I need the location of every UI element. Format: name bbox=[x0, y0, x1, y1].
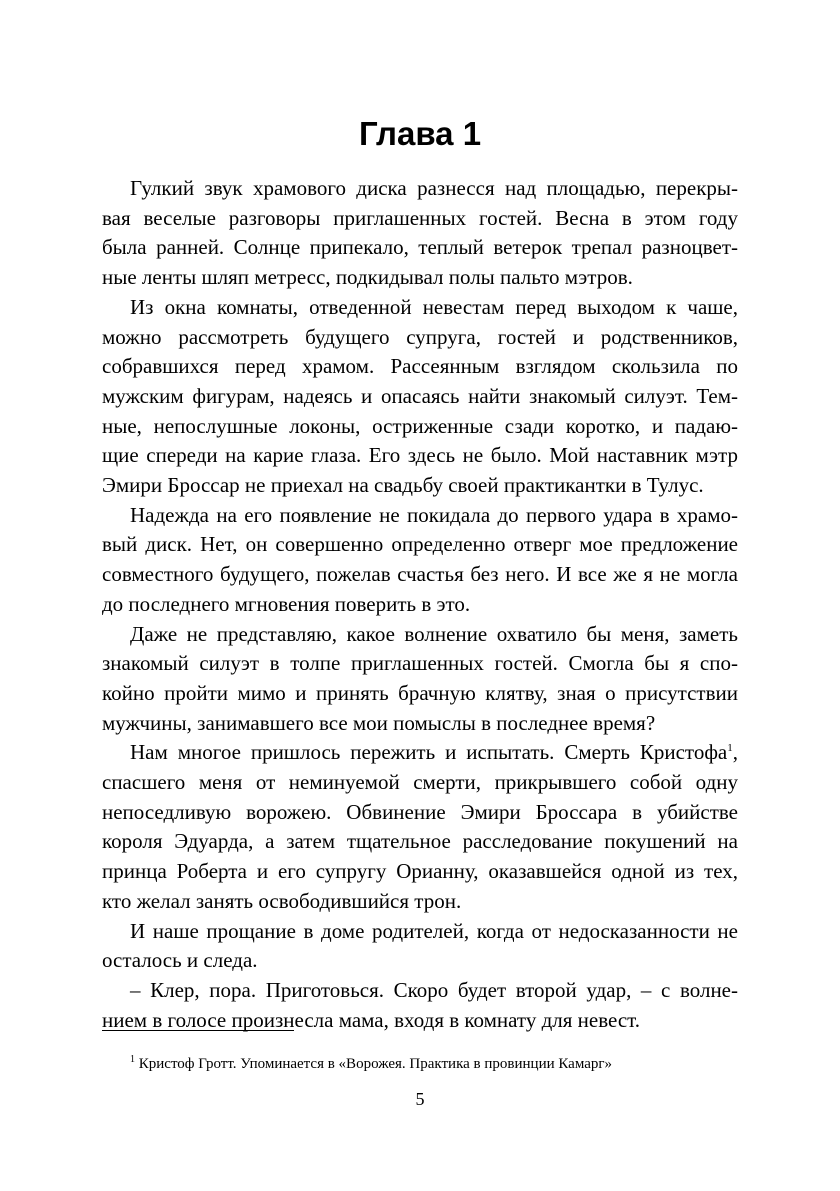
text-line: Эмири Броссар не приехал на свадьбу своей практикантки в Тулус. bbox=[102, 473, 704, 498]
text-line: Из окна комнаты, отведенной невестам перед выходом к чаше, bbox=[130, 294, 738, 319]
paragraph bbox=[102, 293, 738, 501]
text-line: вая веселые разговоры приглашенных гостей. Весна в этом году bbox=[102, 205, 738, 230]
text-line: совместного будущего, пожелав счастья без него. И все же я не могла bbox=[102, 562, 738, 587]
text-line: И наше прощание в доме родителей, когда от недосказанности не bbox=[130, 918, 738, 943]
text-line: нием в голосе произнесла мама, входя в комнату для невест. bbox=[102, 1007, 641, 1032]
text-line: была ранней. Солнце припекало, теплый ветерок трепал разноцвет- bbox=[102, 235, 738, 260]
paragraph bbox=[102, 917, 738, 976]
text-line: спасшего меня от неминуемой смерти, прикрывшего собой одну bbox=[102, 770, 738, 795]
text-line: мужским фигурам, надеясь и опасаясь найти знакомый силуэт. Тем- bbox=[102, 383, 738, 408]
text-line: вый диск. Нет, он совершенно определенно отверг мое предложение bbox=[102, 532, 738, 557]
footnote bbox=[130, 1054, 738, 1074]
text-line: – Клер, пора. Приготовься. Скоро будет второй удар, – с волне- bbox=[130, 977, 738, 1002]
paragraph bbox=[102, 174, 738, 293]
text-line: принца Роберта и его супругу Орианну, оказавшейся одной из тех, bbox=[102, 859, 738, 884]
text-line: кто желал занять освободившийся трон. bbox=[102, 888, 462, 913]
text-line: щие спереди на карие глаза. Его здесь не было. Мой наставник мэтр bbox=[102, 443, 738, 468]
footnote-reference[interactable]: 1 bbox=[727, 742, 733, 755]
text-line: знакомый силуэт в толпе приглашенных гостей. Смогла бы я спо- bbox=[102, 651, 738, 676]
text-line: ные, непослушные локоны, остриженные сзади коротко, и падаю- bbox=[102, 413, 738, 438]
chapter-title: Глава 1 bbox=[358, 115, 482, 152]
text-line: можно рассмотреть будущего супруга, гостей и родственников, bbox=[102, 324, 738, 349]
text-line: осталось и следа. bbox=[102, 948, 258, 973]
paragraph bbox=[102, 738, 738, 916]
paragraph bbox=[102, 620, 738, 739]
text-line-segment: Нам многое пришлось пережить и испытать. Смерть Кристофа bbox=[130, 740, 728, 765]
text-line: короля Эдуарда, а затем тщательное расследование покушений на bbox=[102, 829, 738, 854]
footnote-text: Кристоф Гротт. Упоминается в «Ворожея. Практика в провинции Камарг» bbox=[138, 1056, 613, 1072]
text-line: Даже не представляю, какое волнение охватило бы меня, заметь bbox=[130, 621, 738, 646]
text-line: Гулкий звук храмового диска разнесся над площадью, перекры- bbox=[130, 176, 738, 200]
chapter-body bbox=[102, 174, 738, 1035]
text-line-segment: , bbox=[732, 740, 738, 765]
text-line: до последнего мгновения поверить в это. bbox=[102, 591, 471, 616]
paragraph bbox=[102, 501, 738, 620]
footnote-marker: 1 bbox=[130, 1054, 135, 1065]
page-number: 5 bbox=[415, 1089, 425, 1109]
text-line: мужчины, занимавшего все мои помыслы в последнее время? bbox=[102, 710, 656, 735]
text-line: непоседливую ворожею. Обвинение Эмири Броссара в убийстве bbox=[102, 799, 738, 824]
text-line: койно пройти мимо и принять брачную клятву, зная о присутствии bbox=[102, 680, 738, 705]
text-line: Надежда на его появление не покидала до первого удара в храмо- bbox=[130, 502, 738, 527]
text-line: собравшихся перед храмом. Рассеянным взглядом скользила по bbox=[102, 354, 738, 379]
paragraph bbox=[102, 976, 738, 1035]
text-line bbox=[102, 738, 738, 768]
text-line: ные ленты шляп метресс, подкидывал полы пальто мэтров. bbox=[102, 265, 633, 290]
footnote-divider bbox=[102, 1030, 294, 1031]
